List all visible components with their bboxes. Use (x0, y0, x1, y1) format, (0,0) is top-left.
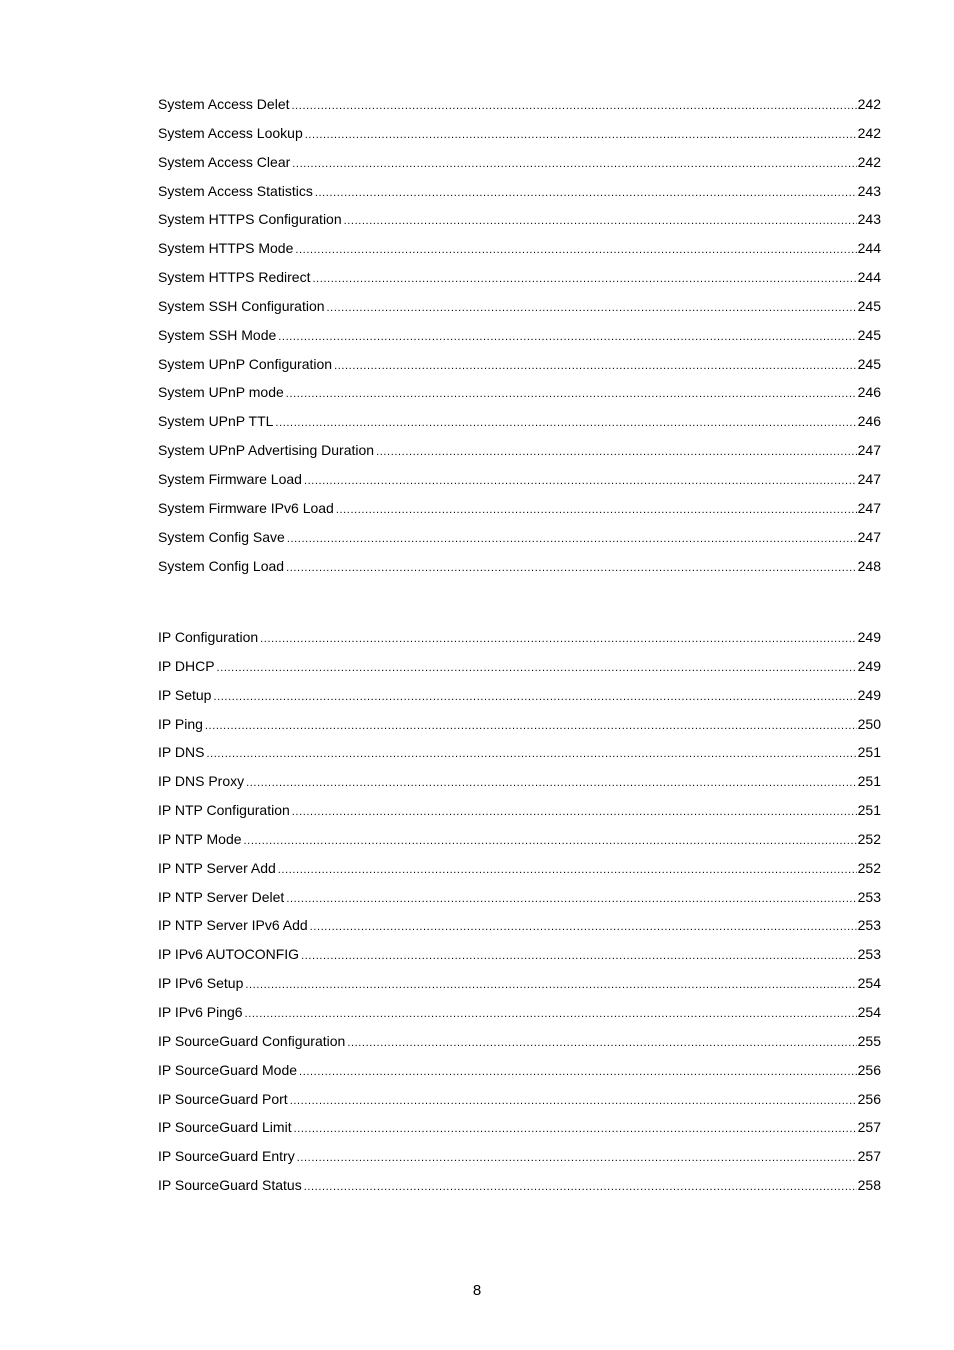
toc-entry-title: IP NTP Mode (158, 830, 242, 847)
toc-dot-leader (246, 769, 857, 798)
toc-entry[interactable] (158, 969, 881, 998)
toc-entry-title: System Firmware IPv6 Load (158, 499, 334, 516)
toc-dot-leader (376, 438, 857, 467)
toc-dot-leader (286, 380, 857, 409)
toc-dot-leader (297, 1144, 857, 1173)
toc-entry-title: System Firmware Load (158, 470, 302, 487)
toc-entry-page: 257 (857, 1119, 881, 1136)
toc-entry[interactable] (158, 767, 881, 796)
toc-entry-page: 247 (857, 470, 881, 487)
toc-entry[interactable] (158, 177, 881, 206)
toc-entry[interactable] (158, 825, 881, 854)
toc-dot-leader (287, 525, 857, 554)
toc-entry-title: System SSH Configuration (158, 297, 325, 314)
toc-entry-page: 245 (857, 297, 881, 314)
toc-entry[interactable] (158, 796, 881, 825)
toc-entry[interactable] (158, 1056, 881, 1085)
toc-entry[interactable] (158, 1027, 881, 1056)
toc-entry[interactable] (158, 263, 881, 292)
toc-entry[interactable] (158, 321, 881, 350)
toc-entry-title: IP Ping (158, 715, 203, 732)
toc-entry[interactable] (158, 911, 881, 940)
toc-entry-title: System UPnP Advertising Duration (158, 442, 375, 459)
toc-entry[interactable] (158, 523, 881, 552)
toc-entry-page: 252 (857, 830, 881, 847)
toc-entry[interactable] (158, 234, 881, 263)
toc-entry-page: 252 (857, 859, 881, 876)
toc-dot-leader (327, 294, 857, 323)
toc-dot-leader (245, 1000, 857, 1029)
toc-dot-leader (299, 1058, 857, 1087)
toc-dot-leader (315, 179, 857, 208)
toc-entry-page: 247 (857, 499, 881, 516)
toc-entry-title: IP DNS Proxy (158, 773, 245, 790)
toc-dot-leader (304, 1173, 857, 1202)
toc-entry-title: IP SourceGuard Entry (158, 1148, 295, 1165)
toc-dot-leader (295, 236, 856, 265)
toc-dot-leader (310, 913, 857, 942)
toc-entry[interactable] (158, 292, 881, 321)
toc-entry[interactable] (158, 494, 881, 523)
toc-entry-page: 249 (857, 686, 881, 703)
toc-entry-title: System Access Statistics (158, 182, 313, 199)
toc-entry-title: System SSH Mode (158, 326, 277, 343)
toc-entry-page: 247 (857, 442, 881, 459)
toc-dot-leader (205, 712, 857, 741)
toc-entry-page: 253 (857, 946, 881, 963)
page-number: 8 (472, 1282, 482, 1299)
toc-entry-title: System HTTPS Configuration (158, 211, 342, 228)
toc-dot-leader (347, 1029, 856, 1058)
toc-dot-leader (290, 1087, 857, 1116)
toc-entry[interactable] (158, 119, 881, 148)
toc-dot-leader (334, 352, 857, 381)
toc-entry[interactable] (158, 652, 881, 681)
toc-entry[interactable] (158, 205, 881, 234)
toc-entry-title: System Access Lookup (158, 124, 303, 141)
toc-dot-leader (278, 323, 856, 352)
toc-entry[interactable] (158, 90, 881, 119)
toc-entry-title: IP NTP Server Delet (158, 888, 285, 905)
toc-entry-page: 254 (857, 1003, 881, 1020)
toc-entry-title: IP NTP Configuration (158, 802, 290, 819)
toc-entry[interactable] (158, 148, 881, 177)
toc-entry[interactable] (158, 623, 881, 652)
toc-entry-title: IP IPv6 AUTOCONFIG (158, 946, 300, 963)
toc-entry-title: IP SourceGuard Limit (158, 1119, 292, 1136)
toc-entry[interactable] (158, 436, 881, 465)
toc-entry-page: 253 (857, 917, 881, 934)
toc-dot-leader (278, 856, 857, 885)
toc-section-ip (158, 623, 881, 1200)
toc-entry-page: 243 (857, 211, 881, 228)
toc-entry-page: 250 (857, 715, 881, 732)
toc-entry[interactable] (158, 710, 881, 739)
toc-entry[interactable] (158, 681, 881, 710)
toc-entry-title: System UPnP Configuration (158, 355, 333, 372)
toc-entry[interactable] (158, 1171, 881, 1200)
toc-dot-leader (292, 150, 856, 179)
toc-entry-page: 248 (857, 557, 881, 574)
toc-entry-page: 253 (857, 888, 881, 905)
toc-entry[interactable] (158, 1085, 881, 1114)
toc-dot-leader (275, 409, 856, 438)
toc-entry[interactable] (158, 1142, 881, 1171)
toc-entry-page: 251 (857, 744, 881, 761)
toc-entry-page: 243 (857, 182, 881, 199)
toc-entry-page: 245 (857, 355, 881, 372)
toc-entry[interactable] (158, 940, 881, 969)
toc-entry-page: 247 (857, 528, 881, 545)
toc-dot-leader (206, 740, 856, 769)
toc-dot-leader (244, 827, 857, 856)
toc-entry[interactable] (158, 552, 881, 581)
toc-dot-leader (301, 942, 857, 971)
toc-entry-page: 242 (857, 124, 881, 141)
toc-entry-page: 251 (857, 802, 881, 819)
toc-entry-page: 257 (857, 1148, 881, 1165)
toc-entry[interactable] (158, 854, 881, 883)
toc-dot-leader (245, 971, 856, 1000)
toc-entry-page: 246 (857, 413, 881, 430)
toc-entry-page: 258 (857, 1177, 881, 1194)
toc-entry-page: 256 (857, 1090, 881, 1107)
toc-entry-title: System HTTPS Mode (158, 240, 294, 257)
toc-entry-title: IP DNS (158, 744, 205, 761)
toc-dot-leader (336, 496, 857, 525)
toc-dot-leader (213, 683, 856, 712)
toc-dot-leader (217, 654, 857, 683)
toc-dot-leader (260, 625, 857, 654)
toc-entry-title: IP SourceGuard Status (158, 1177, 302, 1194)
toc-entry[interactable] (158, 998, 881, 1027)
toc-entry[interactable] (158, 738, 881, 767)
toc-entry-page: 249 (857, 657, 881, 674)
toc-entry-page: 249 (857, 629, 881, 645)
toc-entry-page: 242 (857, 153, 881, 170)
toc-dot-leader (305, 121, 857, 150)
toc-section-system (158, 90, 881, 580)
toc-entry-title: IP Configuration (158, 629, 259, 645)
toc-entry-title: IP SourceGuard Mode (158, 1061, 298, 1078)
toc-entry-title: System UPnP TTL (158, 413, 274, 430)
toc-entry-page: 244 (857, 269, 881, 286)
toc-entry-title: System Config Save (158, 528, 285, 545)
toc-entry-title: System UPnP mode (158, 384, 284, 401)
toc-entry-title: IP DHCP (158, 657, 215, 674)
toc-dot-leader (294, 1115, 857, 1144)
toc-entry-title: IP SourceGuard Port (158, 1090, 288, 1107)
toc-dot-leader (292, 798, 857, 827)
toc-entry-title: IP IPv6 Ping6 (158, 1003, 243, 1020)
toc-entry-title: System Config Load (158, 557, 285, 574)
toc-entry-page: 245 (857, 326, 881, 343)
toc-entry[interactable] (158, 407, 881, 436)
toc-entry-page: 244 (857, 240, 881, 257)
toc-entry-title: IP NTP Server IPv6 Add (158, 917, 308, 934)
toc-dot-leader (344, 207, 857, 236)
toc-dot-leader (312, 265, 856, 294)
toc-entry-title: IP NTP Server Add (158, 859, 276, 876)
toc-entry-title: IP IPv6 Setup (158, 975, 244, 992)
toc-entry-page: 255 (857, 1032, 881, 1049)
toc-entry-title: System Access Delet (158, 96, 290, 112)
toc-entry[interactable] (158, 883, 881, 912)
toc-entry[interactable] (158, 350, 881, 379)
toc-entry[interactable] (158, 465, 881, 494)
toc-dot-leader (292, 92, 857, 121)
toc-entry-page: 256 (857, 1061, 881, 1078)
toc-entry-page: 251 (857, 773, 881, 790)
toc-entry-title: System Access Clear (158, 153, 291, 170)
toc-entry-title: System HTTPS Redirect (158, 269, 311, 286)
toc-entry-page: 242 (857, 96, 881, 112)
toc-entry-title: IP Setup (158, 686, 212, 703)
toc-entry[interactable] (158, 1113, 881, 1142)
toc-dot-leader (286, 885, 856, 914)
toc-dot-leader (286, 554, 857, 583)
toc-entry-page: 254 (857, 975, 881, 992)
toc-entry-page: 246 (857, 384, 881, 401)
toc-entry-title: IP SourceGuard Configuration (158, 1032, 346, 1049)
toc-dot-leader (304, 467, 857, 496)
toc-entry[interactable] (158, 378, 881, 407)
